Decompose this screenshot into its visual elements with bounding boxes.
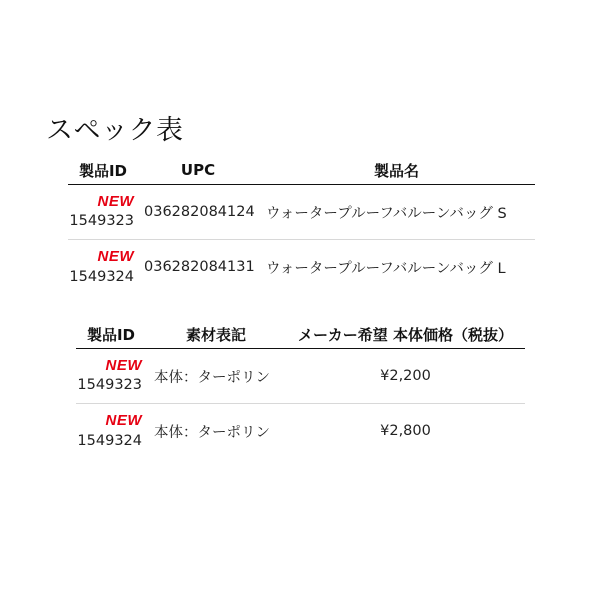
- page-title: スペック表: [46, 115, 184, 146]
- spec-table-upc: [68, 156, 535, 295]
- product-id: 1549323: [69, 213, 134, 230]
- product-id-cell: [68, 240, 138, 295]
- price-cell: ¥2,200: [380, 368, 431, 384]
- material-cell: 本体：ターポリン: [154, 369, 270, 386]
- column-header-material: 素材表記: [185, 325, 246, 344]
- column-header-product-id: 製品ID: [86, 325, 136, 344]
- column-header-product-id: 製品ID: [78, 161, 128, 180]
- material-cell: 本体：ターポリン: [154, 424, 270, 441]
- new-badge: NEW: [105, 357, 142, 375]
- product-id-cell: [68, 185, 138, 240]
- upc-cell: 036282084124: [144, 204, 255, 220]
- table-row: [68, 240, 535, 295]
- table-header-row: [68, 156, 535, 185]
- new-badge: NEW: [105, 412, 142, 430]
- product-name-cell: ウォータープルーフバルーンバッグ S: [266, 205, 507, 222]
- product-id: 1549324: [77, 432, 142, 449]
- product-id: 1549323: [77, 377, 142, 394]
- column-header-price: メーカー希望 本体価格（税抜）: [298, 325, 513, 344]
- column-header-product-name: 製品名: [373, 161, 419, 180]
- new-badge: NEW: [97, 248, 134, 266]
- table-header-row: [76, 320, 525, 349]
- product-id: 1549324: [69, 268, 134, 285]
- spec-table-price: [76, 320, 525, 459]
- product-id-cell: [76, 349, 146, 404]
- product-id-cell: [76, 404, 146, 459]
- table-row: [76, 349, 525, 404]
- new-badge: NEW: [97, 193, 134, 211]
- product-name-cell: ウォータープルーフバルーンバッグ L: [266, 260, 506, 277]
- price-cell: ¥2,800: [380, 423, 431, 440]
- upc-cell: 036282084131: [144, 259, 255, 276]
- table-row: [68, 185, 535, 240]
- column-header-upc: UPC: [180, 161, 216, 179]
- table-row: [76, 404, 525, 459]
